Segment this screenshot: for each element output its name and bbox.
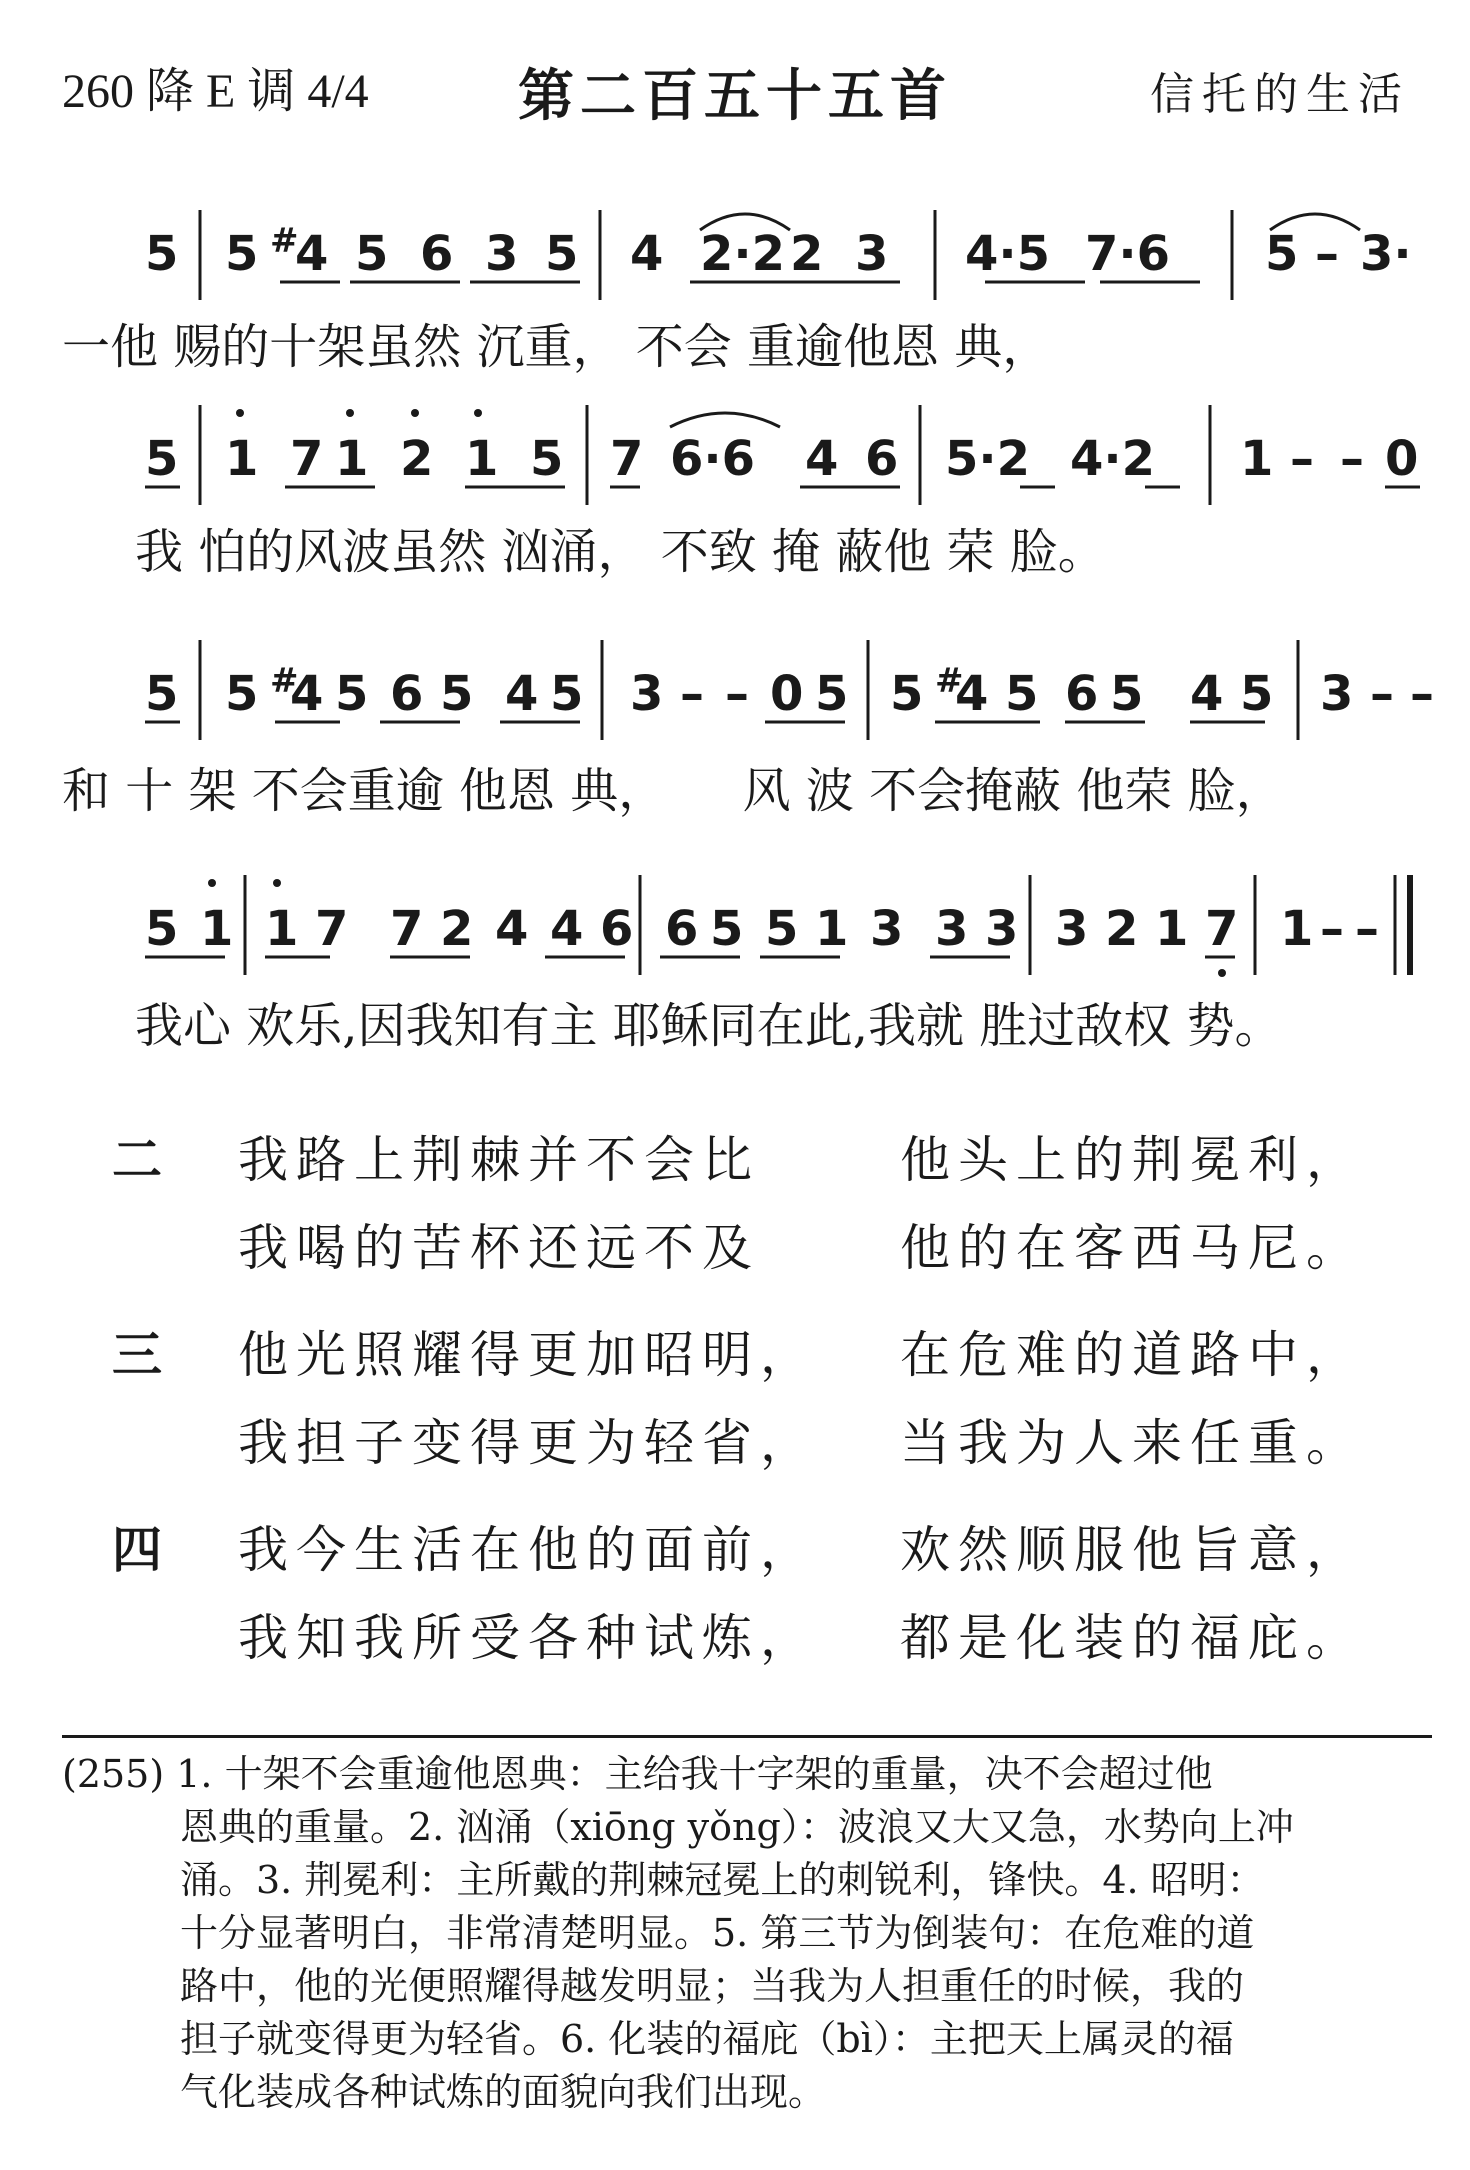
svg-text:2: 2 — [1105, 901, 1139, 957]
footnote-line: 十分显著明白，非常清楚明显。5. 第三节为倒装句：在危难的道 — [180, 1911, 1255, 1955]
lyric-line-4: 我心 欢乐,因我知有主 耶稣同在此,我就 胜过敌权 势。 — [135, 998, 1283, 1054]
lyric-line-1: 一他 赐的十架虽然 沉重， 不会 重逾他恩 典， — [62, 319, 1051, 375]
footnote-line: 路中，他的光便照耀得越发明显；当我为人担重任的时候，我的 — [180, 1964, 1245, 2008]
svg-text:4: 4 — [955, 666, 989, 722]
verse-text-b: 在危难的道路中， — [900, 1326, 1364, 1384]
svg-text:6: 6 — [390, 666, 424, 722]
lyric-line-3: 和 十 架 不会重逾 他恩 典， 风 波 不会掩蔽 他荣 脸， — [62, 763, 1284, 819]
notation-line-3 — [0, 640, 1470, 740]
svg-text:1: 1 — [465, 431, 499, 487]
svg-text:5: 5 — [1005, 666, 1039, 722]
svg-text:2: 2 — [790, 226, 824, 282]
svg-text:2·2: 2·2 — [700, 226, 786, 282]
svg-text:–: – — [680, 666, 704, 722]
svg-text:2: 2 — [440, 901, 474, 957]
svg-text:5: 5 — [145, 431, 179, 487]
svg-text:7: 7 — [610, 431, 644, 487]
footnote-line: 气化装成各种试炼的面貌向我们出现。 — [180, 2070, 827, 2114]
svg-text:3: 3 — [485, 226, 519, 282]
svg-text:–: – — [1370, 666, 1394, 722]
verse-row — [0, 1208, 1470, 1288]
divider — [62, 1735, 1432, 1738]
verse-text-a: 我担子变得更为轻省， — [238, 1414, 818, 1472]
svg-text:4: 4 — [290, 666, 324, 722]
numbered-notation — [0, 200, 1470, 310]
svg-text:5: 5 — [530, 431, 564, 487]
svg-text:1: 1 — [225, 431, 259, 487]
svg-text:4: 4 — [295, 226, 329, 282]
svg-text:5: 5 — [815, 666, 849, 722]
svg-text:1: 1 — [1240, 431, 1274, 487]
svg-text:5: 5 — [1265, 226, 1299, 282]
svg-text:4: 4 — [805, 431, 839, 487]
svg-text:–: – — [1290, 431, 1314, 487]
notation-line-4 — [0, 875, 1470, 975]
verse-text-a: 我喝的苦杯还远不及 — [238, 1219, 760, 1277]
verse-row — [0, 1510, 1470, 1590]
verse-text-b: 他的在客西马尼。 — [900, 1219, 1364, 1277]
svg-text:5: 5 — [710, 901, 744, 957]
numbered-notation — [0, 875, 1470, 985]
svg-text:4·2: 4·2 — [1070, 431, 1156, 487]
svg-text:5: 5 — [225, 226, 259, 282]
svg-text:6: 6 — [1065, 666, 1099, 722]
svg-text:4: 4 — [1190, 666, 1224, 722]
svg-text:–: – — [1410, 666, 1434, 722]
svg-text:#: # — [270, 661, 299, 701]
svg-text:3: 3 — [855, 226, 889, 282]
svg-text:#: # — [935, 661, 964, 701]
svg-text:6: 6 — [665, 901, 699, 957]
svg-text:1: 1 — [1280, 901, 1314, 957]
verse-text-b: 当我为人来任重。 — [900, 1414, 1364, 1472]
svg-text:–: – — [1315, 226, 1339, 282]
svg-text:5: 5 — [225, 666, 259, 722]
lyric-line-2: 我 怕的风波虽然 汹涌， 不致 掩 蔽他 荣 脸。 — [135, 524, 1106, 580]
verse-row — [0, 1120, 1470, 1200]
svg-text:5·2: 5·2 — [945, 431, 1031, 487]
svg-text:5: 5 — [890, 666, 924, 722]
svg-text:3·: 3· — [1360, 226, 1412, 282]
svg-text:5: 5 — [1240, 666, 1274, 722]
hymn-number-key-time: 260 降 E 调 4/4 — [62, 65, 369, 118]
svg-text:7: 7 — [290, 431, 324, 487]
svg-text:4·5: 4·5 — [965, 226, 1051, 282]
svg-text:5: 5 — [355, 226, 389, 282]
svg-text:5: 5 — [145, 666, 179, 722]
svg-text:3: 3 — [1055, 901, 1089, 957]
verse-text-a: 他光照耀得更加昭明， — [238, 1326, 818, 1384]
svg-text:5: 5 — [145, 901, 179, 957]
verse-text-a: 我知我所受各种试炼， — [238, 1609, 818, 1667]
verse-text-a: 我今生活在他的面前， — [238, 1521, 818, 1579]
verse-row — [0, 1315, 1470, 1395]
numbered-notation — [0, 405, 1470, 515]
svg-text:5: 5 — [550, 666, 584, 722]
notation-line-2 — [0, 405, 1470, 505]
svg-text:–: – — [725, 666, 749, 722]
svg-text:4: 4 — [550, 901, 584, 957]
svg-text:5: 5 — [1110, 666, 1144, 722]
verse-text-b: 都是化装的福庇。 — [900, 1609, 1364, 1667]
svg-text:0: 0 — [1385, 431, 1419, 487]
notation-line-1 — [0, 200, 1470, 300]
svg-text:5: 5 — [335, 666, 369, 722]
footnote-line: (255) 1. 十架不会重逾他恩典：主给我十字架的重量，决不会超过他 — [62, 1752, 1213, 1796]
svg-text:0: 0 — [770, 666, 804, 722]
svg-text:–: – — [1355, 901, 1379, 957]
svg-text:4: 4 — [495, 901, 529, 957]
verse-number: 二 — [112, 1131, 162, 1189]
verse-number: 三 — [112, 1326, 162, 1384]
verse-number: 四 — [112, 1521, 162, 1579]
svg-text:5: 5 — [545, 226, 579, 282]
svg-text:6: 6 — [420, 226, 454, 282]
footnote-line: 担子就变得更为轻省。6. 化装的福庇（bì）：主把天上属灵的福 — [180, 2017, 1234, 2061]
svg-text:3: 3 — [935, 901, 969, 957]
svg-text:–: – — [1320, 901, 1344, 957]
svg-text:3: 3 — [985, 901, 1019, 957]
svg-text:7: 7 — [390, 901, 424, 957]
svg-text:1: 1 — [200, 901, 234, 957]
svg-text:5: 5 — [765, 901, 799, 957]
footnote-line: 涌。3. 荆冕利：主所戴的荆棘冠冕上的刺锐利，锋快。4. 昭明： — [180, 1858, 1265, 1902]
svg-text:6·6: 6·6 — [670, 431, 756, 487]
svg-text:7: 7 — [315, 901, 349, 957]
svg-text:3: 3 — [630, 666, 664, 722]
svg-text:3: 3 — [1320, 666, 1354, 722]
svg-text:7·6: 7·6 — [1085, 226, 1171, 282]
verse-row — [0, 1598, 1470, 1678]
svg-text:6: 6 — [865, 431, 899, 487]
hymn-title: 第二百五十五首 — [518, 64, 952, 129]
svg-text:4: 4 — [505, 666, 539, 722]
svg-text:3: 3 — [870, 901, 904, 957]
svg-text:1: 1 — [1155, 901, 1189, 957]
svg-text:1: 1 — [335, 431, 369, 487]
verse-text-a: 我路上荆棘并不会比 — [238, 1131, 760, 1189]
svg-text:2: 2 — [400, 431, 434, 487]
svg-text:–: – — [1340, 431, 1364, 487]
verse-row — [0, 1403, 1470, 1483]
svg-text:1: 1 — [265, 901, 299, 957]
svg-text:6: 6 — [600, 901, 634, 957]
svg-text:4: 4 — [630, 226, 664, 282]
numbered-notation — [0, 640, 1470, 750]
svg-text:7: 7 — [1205, 901, 1239, 957]
verse-text-b: 欢然顺服他旨意， — [900, 1521, 1364, 1579]
svg-text:5: 5 — [145, 226, 179, 282]
svg-text:5: 5 — [440, 666, 474, 722]
footnote-line: 恩典的重量。2. 汹涌（xiōng yǒng）：波浪又大又急，水势向上冲 — [180, 1805, 1294, 1849]
verse-text-b: 他头上的荆冕利， — [900, 1131, 1364, 1189]
hymn-subject: 信托的生活 — [1150, 69, 1410, 120]
hymn-header — [0, 52, 1470, 132]
svg-text:#: # — [270, 221, 299, 261]
footnotes — [62, 1748, 1442, 2119]
svg-text:1: 1 — [815, 901, 849, 957]
